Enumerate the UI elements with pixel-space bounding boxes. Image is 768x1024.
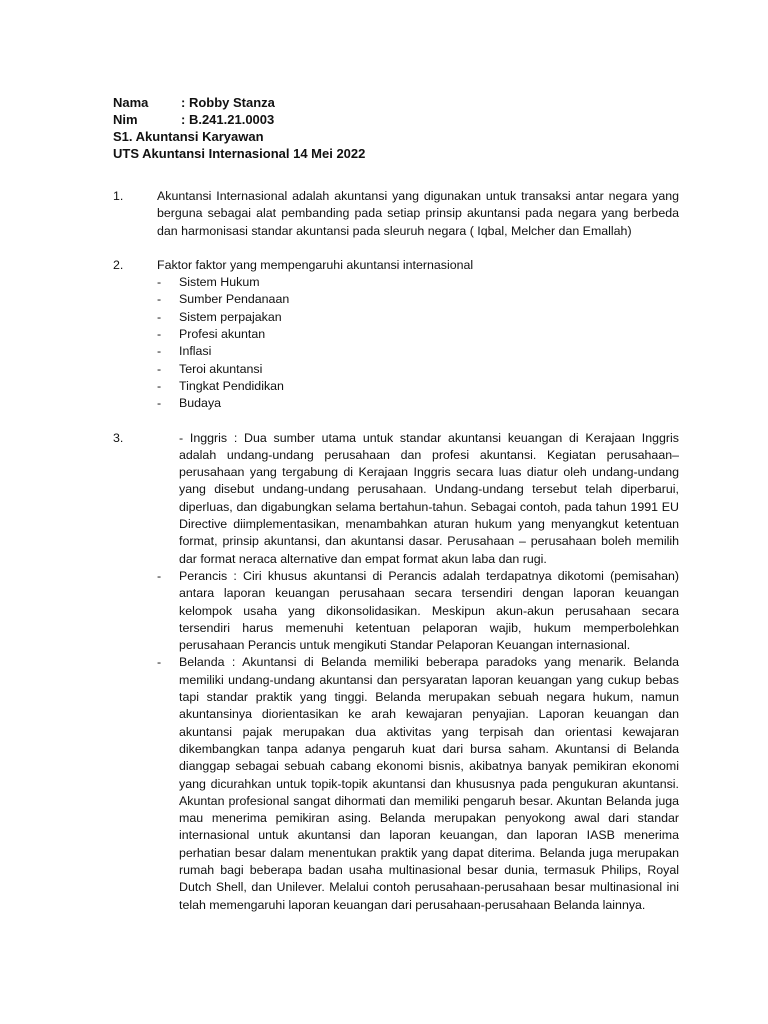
- dash-marker: -: [157, 655, 162, 670]
- dash-marker: -: [157, 378, 162, 393]
- exam-title: UTS Akuntansi Internasional 14 Mei 2022: [113, 146, 366, 161]
- answer-number: 2.: [113, 257, 124, 272]
- dash-marker: -: [157, 568, 162, 583]
- country-perancis: Perancis : Ciri khusus akuntansi di Perancis adalah terdapatnya dikotomi (pemisahan) antara laporan keuangan perusahaan secara tersendiri dengan laporan keuangan kelompok usaha yang dikonsolidasikan. Meskipun akun-akun perusahaan secara tersendiri harus memenuhi ketentuan pelaporan wajib, hukum memperbolehkan perusahaan Perancis untuk mengikuti Standar Pelaporan Keuangan internasional.: [179, 568, 679, 653]
- list-item: - Sistem perpajakan: [157, 309, 679, 326]
- nim-row: [113, 111, 365, 128]
- answer-1: [113, 188, 679, 240]
- dash-marker: -: [157, 396, 162, 411]
- answer-text: Akuntansi Internasional adalah akuntansi yang digunakan untuk transaksi antar negara yang berguna sebagai alat pembanding pada setiap prinsip akuntansi pada negara yang berbeda dan harmonisasi standar akuntansi pada sleuruh negara ( Iqbal, Melcher dan Emallah): [157, 189, 679, 238]
- dash-marker: -: [157, 309, 162, 324]
- answer-number: 3.: [113, 430, 124, 445]
- country-inggris: - Inggris : Dua sumber utama untuk standar akuntansi keuangan di Kerajaan Inggris adalah undang-undang perusahaan dan profesi akuntansi. Kegiatan perusahaan–perusahaan yang tergabung di Kerajaan Inggris secara luas diatur oleh undang-undang yang disebut undang-undang perusahaan. Undang-undang tersebut telah diperbarui, diperluas, dan digabungkan selama bertahun-tahun. Sebagai contoh, pada tahun 1991 EU Directive diimplementasikan, menambahkan aturan hukum yang menyangkut ketentuan format, prinsip akuntansi, dan akuntansi dasar. Perusahaan – perusahaan boleh memilih dar format neraca alternative dan empat format akun laba dan rugi.: [179, 430, 679, 566]
- country-belanda-row: [157, 654, 679, 913]
- dash-marker: -: [157, 327, 162, 342]
- dash-marker: -: [157, 292, 162, 307]
- list-item: - Budaya: [157, 395, 679, 412]
- name-value: : Robby Stanza: [181, 95, 275, 110]
- student-header: [113, 94, 365, 162]
- answer-3: [113, 430, 679, 914]
- list-item: - Sumber Pendanaan: [157, 291, 679, 308]
- answer-number: 1.: [113, 189, 124, 203]
- nim-label: Nim: [113, 112, 138, 127]
- nim-value: : B.241.21.0003: [181, 112, 275, 127]
- name-label: Nama: [113, 95, 149, 110]
- list-item: - Tingkat Pendidikan: [157, 378, 679, 395]
- list-item: - Teroi akuntansi: [157, 361, 679, 378]
- dash-marker: -: [157, 361, 162, 376]
- list-item: - Inflasi: [157, 343, 679, 360]
- list-item: - Profesi akuntan: [157, 326, 679, 343]
- answer-2: [113, 257, 679, 413]
- country-perancis-row: [157, 568, 679, 654]
- name-row: [113, 94, 365, 111]
- answers: [113, 188, 679, 914]
- country-belanda: Belanda : Akuntansi di Belanda memiliki beberapa paradoks yang menarik. Belanda memiliki undang-undang akuntansi dan persyaratan laporan keuangan yang cukup bebas tapi standar praktik yang tinggi. Belanda merupakan sebuah negara hukum, namun akuntansinya diorientasikan ke arah kewajaran penyajian. Laporan keuangan dan akuntansi pajak merupakan dua aktivitas yang terpisah dan orientasi kewajaran dikembangkan tanpa adanya pengaruh kuat dari bursa saham. Akuntansi di Belanda dianggap sebagai sebuah cabang ekonomi bisnis, akibatnya banyak pemikiran ekonomi yang dicurahkan untuk topik-topik akuntansi dan khususnya pada pengukuran akuntansi. Akuntan profesional sangat dihormati dan memiliki pengaruh besar. Akuntan Belanda juga mau menerima pemikiran asing. Belanda merupakan penyokong awal dari standar internasional untuk akuntansi dan laporan keuangan, dan laporan IASB menerima perhatian besar dalam menentukan praktik yang dapat diterima. Belanda juga merupakan rumah bagi beberapa badan usaha multinasional besar dunia, termasuk Philips, Royal Dutch Shell, dan Unilever. Melalui contoh perusahaan-perusahaan besar multinasional ini telah memengaruhi laporan keuangan dari perusahaan-perusahaan Belanda lainnya.: [179, 655, 679, 912]
- answer-title: Faktor faktor yang mempengaruhi akuntansi internasional: [157, 257, 474, 272]
- factor-list: [157, 274, 679, 412]
- dash-marker: -: [157, 275, 162, 290]
- program-line: S1. Akuntansi Karyawan: [113, 129, 264, 144]
- dash-marker: -: [157, 344, 162, 359]
- list-item: - Sistem Hukum: [157, 274, 679, 291]
